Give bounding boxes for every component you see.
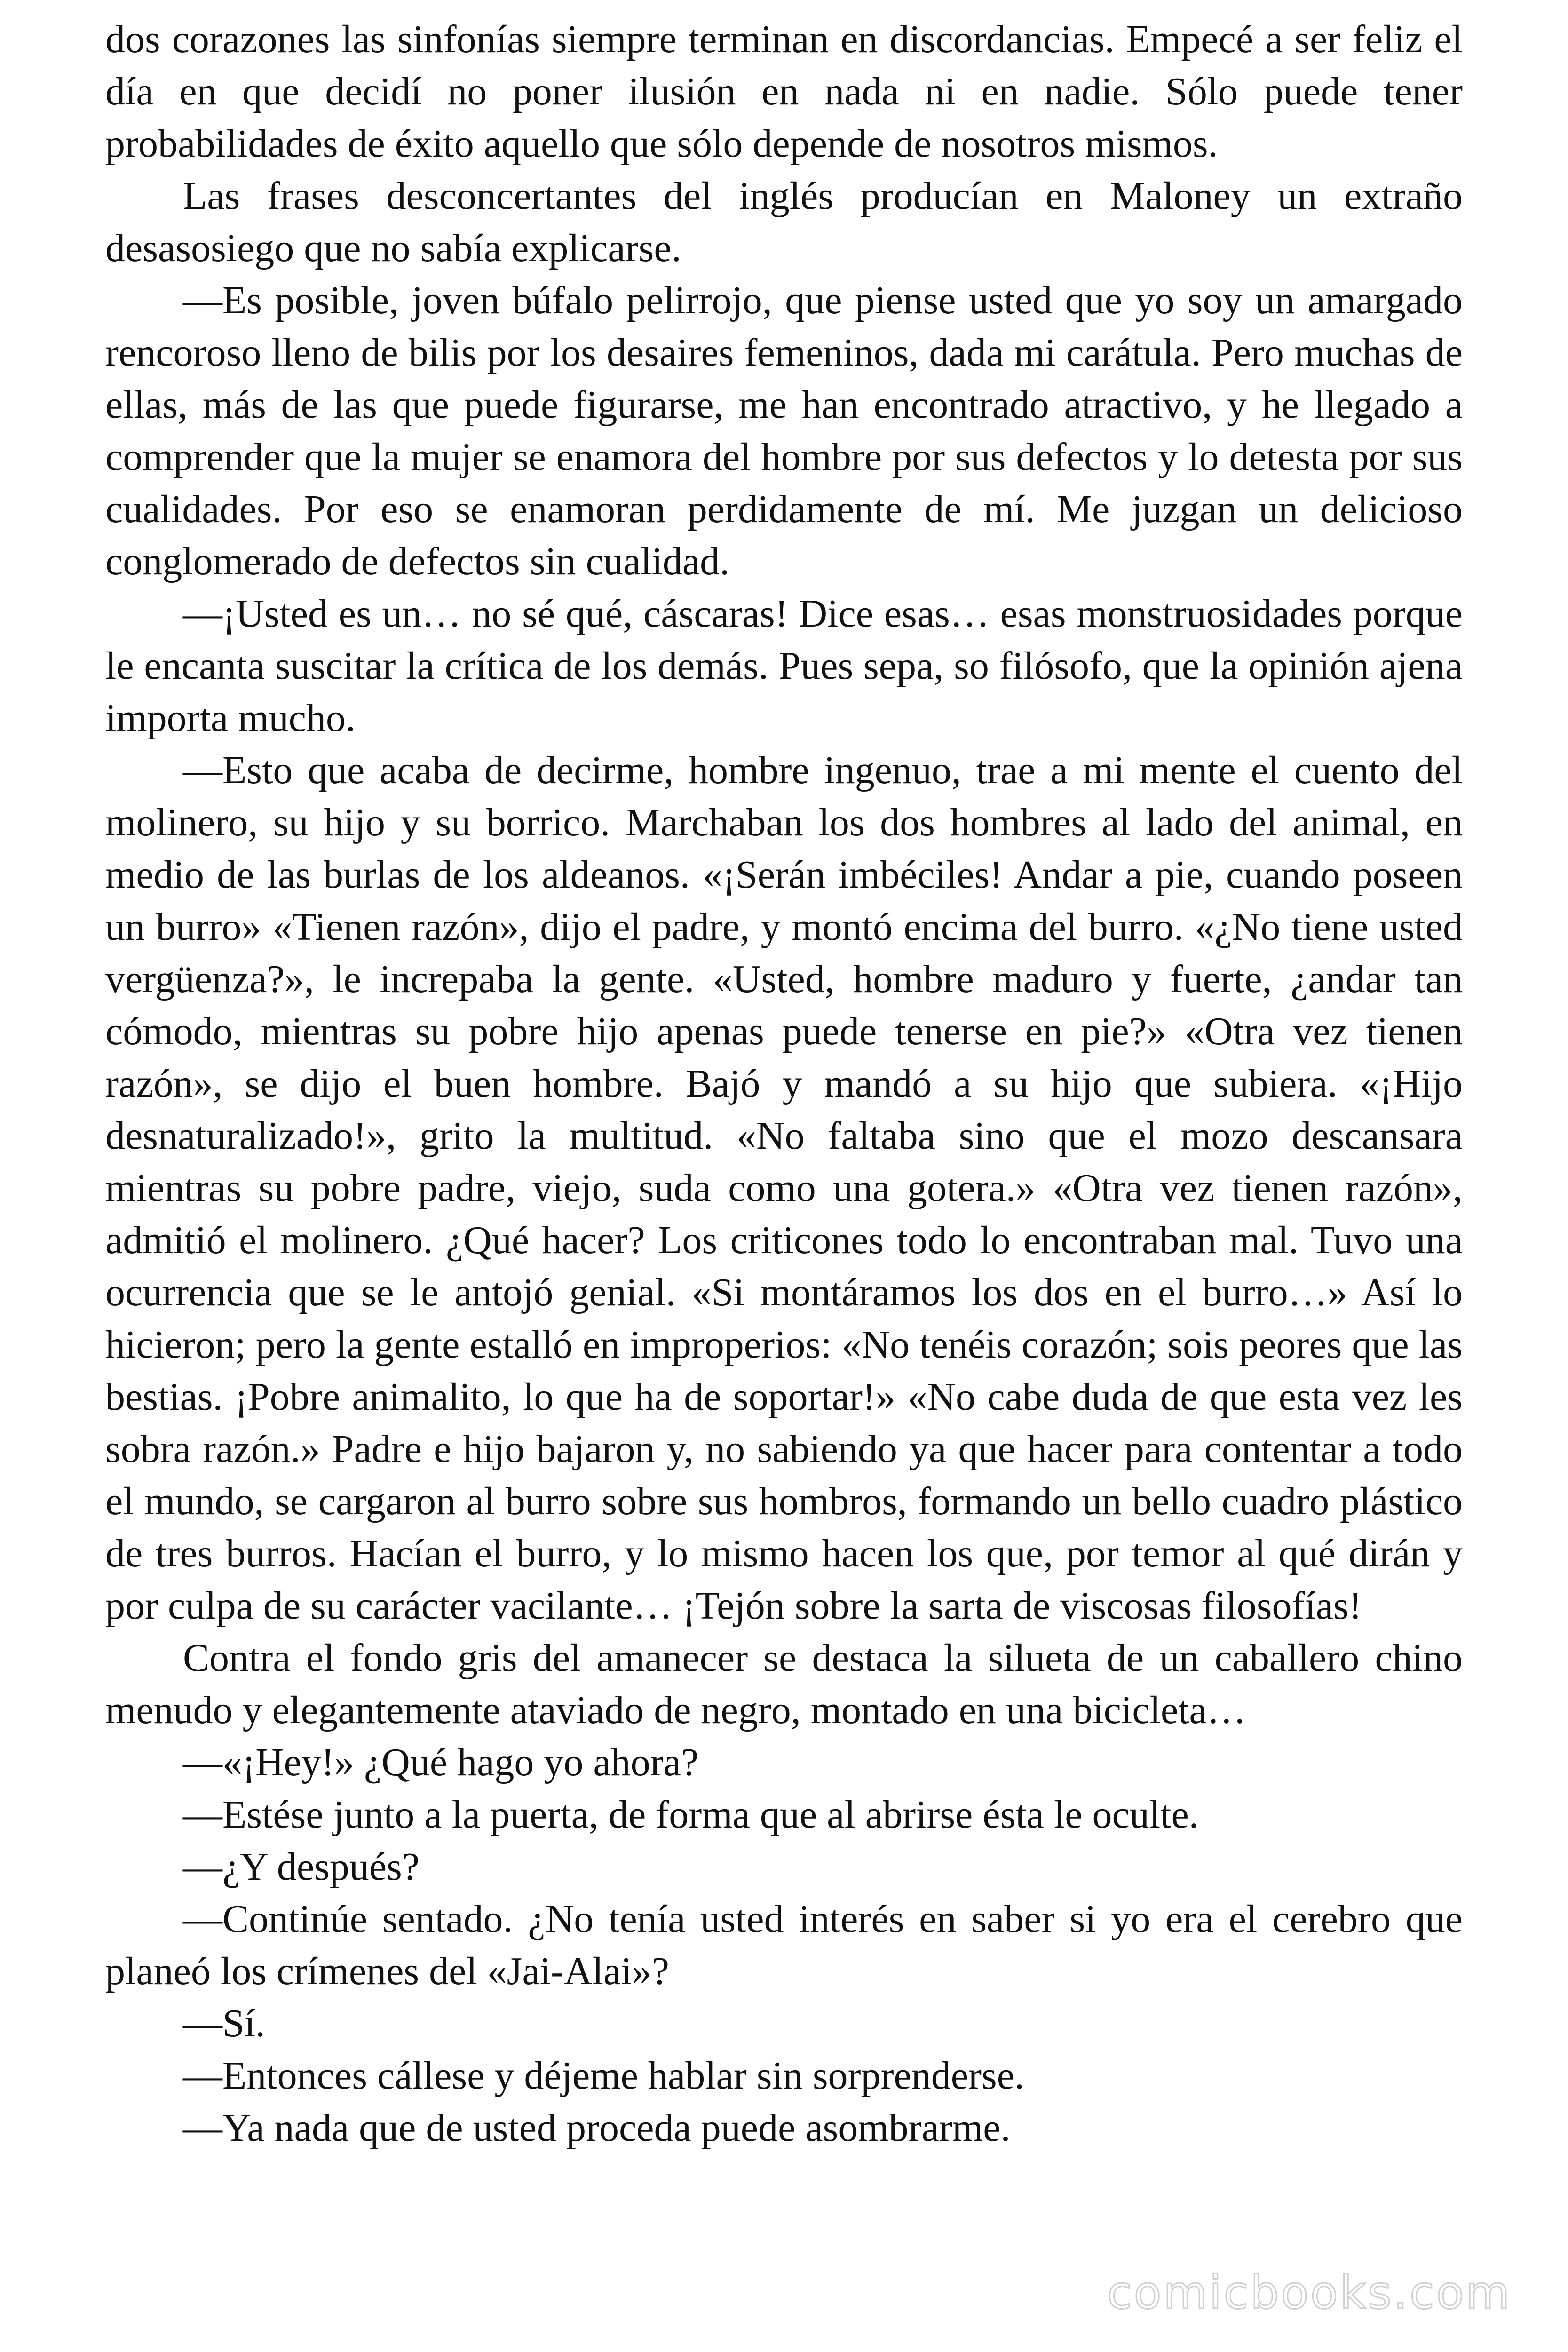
paragraph: Las frases desconcertantes del inglés producían en Maloney un extraño desasosiego que no sabía explicarse. bbox=[105, 174, 1463, 270]
dialogue-line: —Ya nada que de usted proceda puede asombrarme. bbox=[183, 2106, 1011, 2150]
paragraph: Contra el fondo gris del amanecer se destaca la silueta de un caballero chino menudo y elegantemente ataviado de negro, montado en una bicicleta… bbox=[105, 1636, 1463, 1732]
dialogue-line: —Entonces cállese y déjeme hablar sin sorprenderse. bbox=[183, 2054, 1024, 2098]
watermark: comicbooks.com bbox=[1107, 2266, 1512, 2319]
dialogue-line: —Continúe sentado. ¿No tenía usted interés en saber si yo era el cerebro que planeó los crímenes del «Jai-Alai»? bbox=[105, 1897, 1463, 1993]
dialogue-line: —¿Y después? bbox=[183, 1845, 420, 1889]
dialogue-line: —Estése junto a la puerta, de forma que al abrirse ésta le oculte. bbox=[183, 1793, 1199, 1836]
paragraph-continuation: dos corazones las sinfonías siempre terminan en discordancias. Empecé a ser feliz el día en que decidí no poner ilusión en nada ni en nadie. Sólo puede tener probabilidades de éxito aquello que sólo depende de nosotros mismos. bbox=[105, 17, 1463, 166]
dialogue-line: —«¡Hey!» ¿Qué hago yo ahora? bbox=[183, 1740, 699, 1784]
paragraph: —Esto que acaba de decirme, hombre ingenuo, trae a mi mente el cuento del molinero, su hijo y su borrico. Marchaban los dos hombres al lado del animal, en medio de las burlas de los aldeanos. «¡Serán imbéciles! Andar a pie, cuando poseen un burro» «Tienen razón», dijo el padre, y montó encima del burro. «¿No tiene usted vergüenza?», le increpaba la gente. «Usted, hombre maduro y fuerte, ¿andar tan cómodo, mientras su pobre hijo apenas puede tenerse en pie?» «Otra vez tienen razón», se dijo el buen hombre. Bajó y mandó a su hijo que subiera. «¡Hijo desnaturalizado!», grito la multitud. «No faltaba sino que el mozo descansara mientras su pobre padre, viejo, suda como una gotera.» «Otra vez tienen razón», admitió el molinero. ¿Qué hacer? Los criticones todo lo encontraban mal. Tuvo una ocurrencia que se le antojó genial. «Si montáramos los dos en el burro…» Así lo hicieron; pero la gente estalló en improperios: «No tenéis corazón; sois peores que las bestias. ¡Pobre animalito, lo que ha de soportar!» «No cabe duda de que esta vez les sobra razón.» Padre e hijo bajaron y, no sabiendo ya que hacer para contentar a todo el mundo, se cargaron al burro sobre sus hombros, formando un bello cuadro plástico de tres burros. Hacían el burro, y lo mismo hacen los que, por temor al qué dirán y por culpa de su carácter vacilante… ¡Tejón sobre la sarta de viscosas filosofías! bbox=[105, 748, 1463, 1628]
paragraph: —¡Usted es un… no sé qué, cáscaras! Dice esas… esas monstruosidades porque le encanta suscitar la crítica de los demás. Pues sepa, so filósofo, que la opinión ajena importa mucho. bbox=[105, 592, 1463, 740]
page-body bbox=[105, 13, 1463, 2154]
paragraph: —Es posible, joven búfalo pelirrojo, que piense usted que yo soy un amargado rencoroso lleno de bilis por los desaires femeninos, dada mi carátula. Pero muchas de ellas, más de las que puede figurarse, me han encontrado atractivo, y he llegado a comprender que la mujer se enamora del hombre por sus defectos y lo detesta por sus cualidades. Por eso se enamoran perdidamente de mí. Me juzgan un delicioso conglomerado de defectos sin cualidad. bbox=[105, 278, 1463, 583]
dialogue-line: —Sí. bbox=[183, 2002, 266, 2045]
